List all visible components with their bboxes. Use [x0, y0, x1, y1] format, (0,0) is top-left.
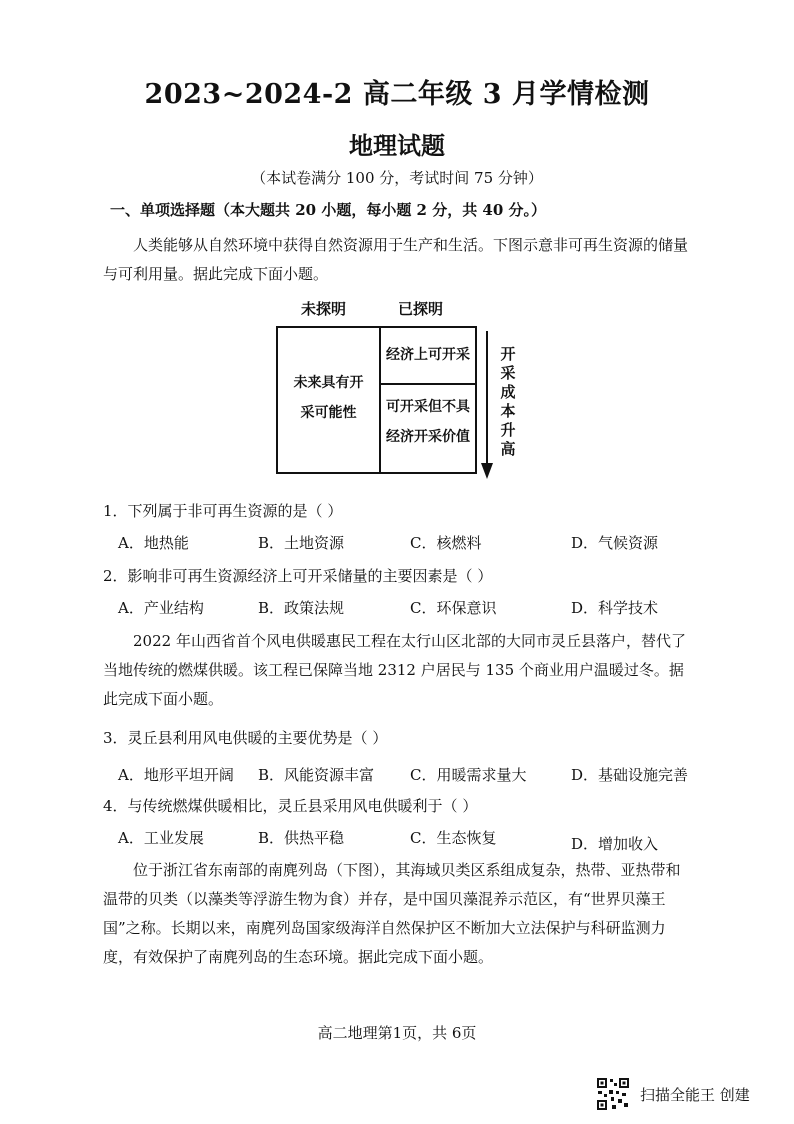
resource-reserves-diagram: [270, 293, 530, 493]
question-4-options: [118, 827, 718, 853]
diagram-col-unexplored: 未探明: [301, 300, 347, 318]
question-3-options: [118, 764, 718, 786]
diagram-economic-cell: 经济上可开采: [386, 347, 470, 363]
question-2-options: [118, 597, 718, 619]
section-heading: 一、单项选择题（本大题共 20 小题，每小题 2 分，共 40 分。）: [110, 201, 547, 219]
passage-nanji-islands: 位于浙江省东南部的南麂列岛（下图），其海域贝类区系组成复杂，热带、亚热带和温带的贝类（以藻类等浮游生物为食）并存，是中国贝藻混养示范区，有“世界贝藻王国”之称。长期以来，南麂列岛国家级海洋自然保护区不断加大立法保护与科研监测力度，有效保护了南麂列岛的生态环境。据此完成下面小题。: [103, 861, 681, 966]
exam-title: 2023~2024-2 高二年级 3 月学情检测: [144, 79, 650, 110]
question-1-option-c[interactable]: C．核燃料: [410, 534, 482, 552]
passage-wind-heating: 2022 年山西省首个风电供暖惠民工程在太行山区北部的大同市灵丘县落户，替代了当地传统的燃煤供暖。该工程已保障当地 2312 户居民与 135 个商业用户温暖过冬。据此完成下面小题。: [103, 632, 686, 708]
question-2-option-c[interactable]: C．环保意识: [410, 599, 497, 617]
question-1-option-d[interactable]: D．气候资源: [571, 534, 659, 552]
question-4-option-c[interactable]: C．生态恢复: [410, 829, 497, 847]
diagram-left-line1: 未来具有开: [293, 375, 364, 391]
question-3-stem: 3．灵丘县利用风电供暖的主要优势是（ ）: [103, 729, 388, 747]
question-2-option-b[interactable]: B．政策法规: [258, 599, 345, 617]
diagram-unexplored-cell: [278, 368, 379, 428]
question-1-stem: 1．下列属于非可再生资源的是（ ）: [103, 502, 343, 520]
question-3-option-c[interactable]: C．用暖需求量大: [410, 766, 527, 784]
exam-note: （本试卷满分 100 分，考试时间 75 分钟）: [251, 169, 543, 187]
scanner-watermark: 扫描全能王 创建: [640, 1086, 750, 1104]
diagram-bottom-right-line2: 经济开采价值: [386, 429, 470, 445]
question-1-option-b[interactable]: B．土地资源: [258, 534, 345, 552]
qr-code-icon: [596, 1077, 630, 1111]
question-3-option-b[interactable]: B．风能资源丰富: [258, 766, 375, 784]
question-3-option-d[interactable]: D．基础设施完善: [571, 766, 689, 784]
question-1-option-a[interactable]: A．地热能: [118, 534, 189, 552]
question-4-option-b[interactable]: B．供热平稳: [258, 829, 345, 847]
question-2-option-d[interactable]: D．科学技术: [571, 599, 659, 617]
question-2-stem: 2．影响非可再生资源经济上可开采储量的主要因素是（ ）: [103, 567, 493, 585]
question-3-option-a[interactable]: A．地形平坦开阔: [118, 766, 234, 784]
diagram-box: [276, 326, 477, 474]
diagram-bottom-right-line1: 可开采但不具: [386, 399, 470, 415]
diagram-arrow-label: 开采成本升高: [500, 345, 516, 458]
cost-increase-arrow-icon: [480, 331, 494, 481]
passage-resources: 人类能够从自然环境中获得自然资源用于生产和生活。下图示意非可再生资源的储量与可利用量。据此完成下面小题。: [103, 236, 689, 283]
question-2-option-a[interactable]: A．产业结构: [118, 599, 204, 617]
question-4-stem: 4．与传统燃煤供暖相比，灵丘县采用风电供暖利于（ ）: [103, 797, 478, 815]
question-4-option-d[interactable]: D．增加收入: [571, 835, 659, 853]
question-1-options: [118, 532, 718, 554]
page-footer: 高二地理第1页，共 6页: [317, 1024, 477, 1042]
exam-subject-title: 地理试题: [349, 131, 445, 160]
diagram-divider-horizontal: [379, 383, 475, 385]
diagram-noneconomic-cell: [381, 392, 475, 452]
question-4-option-a[interactable]: A．工业发展: [118, 829, 204, 847]
diagram-left-line2: 采可能性: [300, 405, 357, 421]
diagram-col-explored: 已探明: [398, 300, 444, 318]
